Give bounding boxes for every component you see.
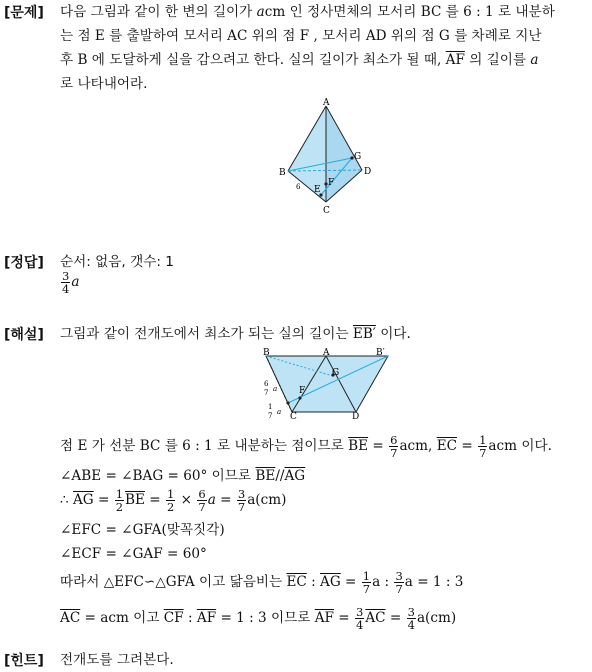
net-label-c: C	[290, 412, 297, 422]
solution-label: [해설]	[4, 327, 44, 343]
problem-line-2: 는 점 E 를 출발하여 모서리 AC 위의 점 F , 모서리 AD 위의 점 G 를 차례로 지난	[60, 28, 542, 44]
problem-line-3: 후 B 에 도달하게 실을 감으려고 한다. 실의 길이가 최소가 될 때, $\overline{AF}$ 의 길이를 a	[60, 52, 539, 68]
hint-label: [힌트]	[4, 653, 44, 669]
net-label-seven-2: 7	[268, 412, 273, 420]
net-label-a-2: a	[277, 408, 282, 416]
problem-label: [문제]	[4, 5, 44, 21]
net-label-g: G	[332, 368, 340, 378]
solution-line-6: 따라서 △EFC∽△GFA 이고 닮음비는 $\overline{EC}$ : $\overline{AG}$ = $\frac{1}{7}$ a : $\frac{3}{7}$ a = 1 : 3	[60, 569, 464, 596]
solution-line-3: ∴ $\overline{AG}$ = $\frac{1}{2}$ $\overline{BE}$ = $\frac{1}{2}$ × $\frac{6}{7}$ a = $\frac{3}{7}$ a(cm)	[60, 487, 287, 514]
answer-label: [정답]	[4, 255, 44, 271]
fig-label-e: E	[314, 185, 321, 195]
fig-label-b: B	[279, 168, 286, 178]
net-label-d: D	[352, 412, 360, 422]
solution-line-7: $\overline{AC}$ = acm 이고 $\overline{CF}$ : $\overline{AF} = 1$ : 3 이므로 $\overline{AF}$ = $\frac{3}{4}$ $\overline{AC}$ = $\frac{3}{4}$ a(cm)	[60, 605, 457, 632]
fig-label-g: G	[354, 152, 362, 162]
answer-meta: 순서: 없음, 갯수: 1	[60, 254, 174, 270]
fig-label-f: F	[328, 178, 335, 188]
answer-value: $\frac{3}{4}$ a	[62, 269, 80, 296]
solution-intro: 그림과 같이 전개도에서 최소가 되는 실의 길이는 EB′ 이다.	[60, 326, 411, 342]
solution-line-4: ∠EFC = ∠GFA(맞꼭짓각)	[60, 522, 225, 538]
fig-label-a: A	[323, 98, 330, 108]
net-label-one: 1	[268, 403, 273, 411]
net-label-a: A	[323, 348, 330, 358]
net-label-b: B	[263, 348, 270, 358]
fig-label-c: C	[323, 206, 330, 216]
net-label-f: F	[299, 386, 306, 396]
tetrahedron-figure	[276, 96, 376, 218]
problem-line-1: 다음 그림과 같이 한 변의 길이가 acm 인 정사면체의 모서리 BC 를 6 : 1 로 내분하	[60, 4, 555, 20]
fig-label-d: D	[364, 167, 372, 177]
solution-line-1: 점 E 가 선분 BC 를 6 : 1 로 내분하는 점이므로 $\overline{BE}$ = $\frac{6}{7}$ acm, $\overline{EC}$ = $\frac{1}{7}$ acm 이다.	[60, 433, 552, 460]
answer-fraction: $\frac{3}{4}$	[62, 269, 70, 296]
net-figure	[254, 346, 404, 428]
net-label-bprime: B′	[376, 348, 385, 358]
hint-text: 전개도를 그려본다.	[60, 652, 174, 668]
net-label-six: 6	[264, 380, 269, 388]
solution-line-5: ∠ECF = ∠GAF = 60°	[60, 546, 207, 562]
fig-label-ratio: 6	[296, 183, 301, 191]
net-label-a-1: a	[273, 385, 278, 393]
net-label-seven-1: 7	[264, 389, 269, 397]
solution-line-2: ∠ABE = ∠BAG = 60° 이므로 $\overline{BE}//\overline{AG}$	[60, 468, 306, 484]
problem-line-4: 로 나타내어라.	[60, 76, 148, 92]
